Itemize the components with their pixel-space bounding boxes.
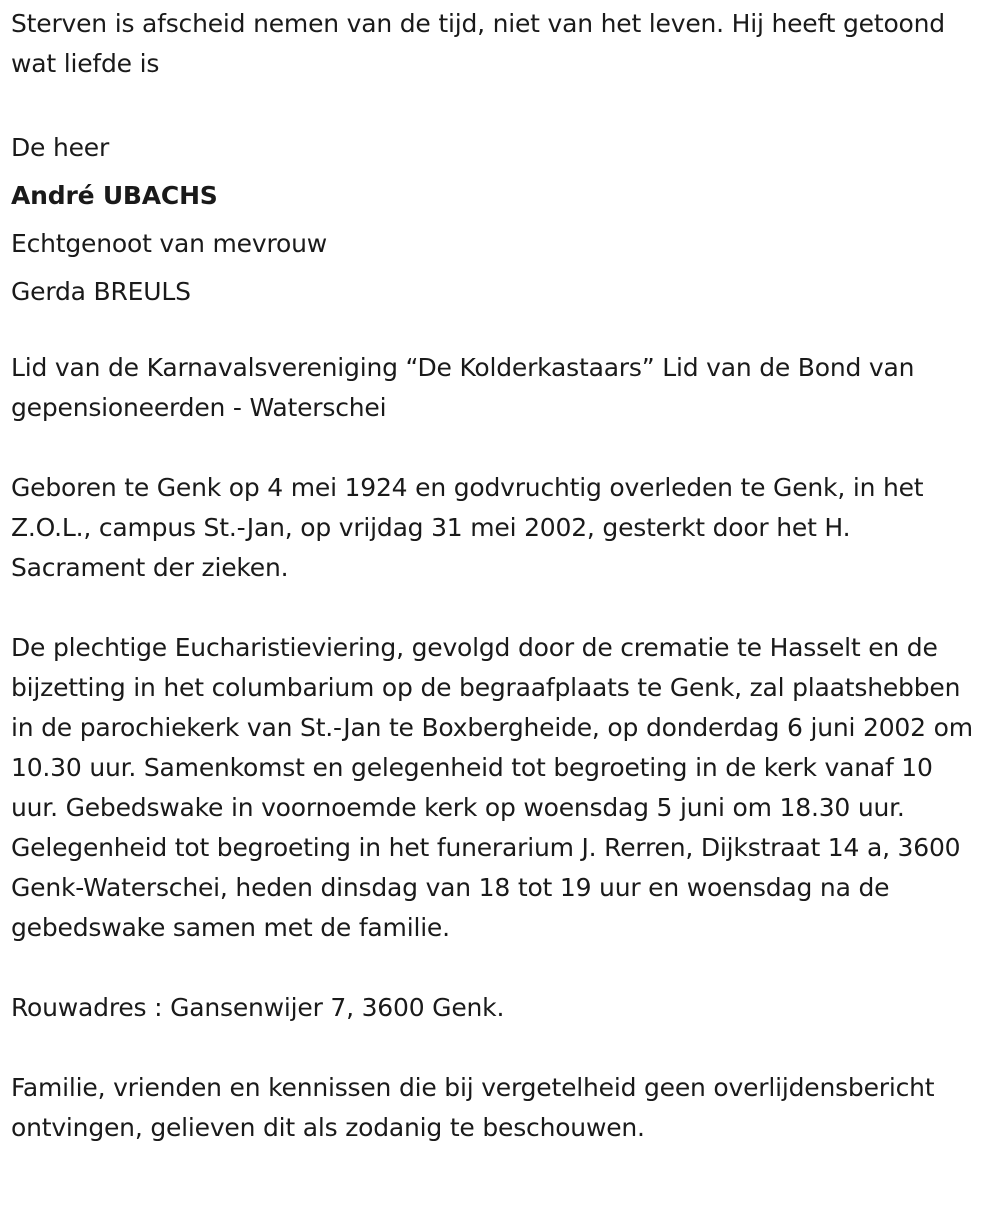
mourning-address: Rouwadres : Gansenwijer 7, 3600 Genk. — [11, 993, 505, 1022]
honorific: De heer — [11, 133, 110, 162]
opening-quote: Sterven is afscheid nemen van de tijd, niet van het leven. Hij heeft getoond wat liefde is — [11, 9, 945, 78]
spacer — [11, 316, 986, 348]
spacer — [11, 84, 986, 124]
ceremony-details: De plechtige Eucharistieviering, gevolgd door de crematie te Hasselt en de bijzetting in het columbarium op de begraafplaats te Genk, zal plaatshebben in de parochiekerk van St.-Jan te Boxbergheide, op donderdag 6 juni 2002 om 10.30 uur. Samenkomst en gelegenheid tot begroeting in de kerk vanaf 10 uur. Gebedswake in voornoemde kerk op woensdag 5 juni om 18.30 uur. Gelegenheid tot begroeting in het funerarium J. Rerren, Dijkstraat 14 a, 3600 Genk-Waterschei, heden dinsdag van 18 tot 19 uur en woensdag na de gebedswake samen met de familie. — [11, 633, 973, 942]
spouse-intro: Echtgenoot van mevrouw — [11, 229, 327, 258]
spacer — [11, 588, 986, 628]
spouse-name: Gerda BREULS — [11, 277, 191, 306]
obituary-notice — [11, 4, 986, 1148]
spacer — [11, 428, 986, 468]
spacer — [11, 1028, 986, 1068]
closing-note: Familie, vrienden en kennissen die bij vergetelheid geen overlijdensbericht ontvingen, gelieven dit als zodanig te beschouwen. — [11, 1073, 935, 1142]
birth-death-details: Geboren te Genk op 4 mei 1924 en godvruchtig overleden te Genk, in het Z.O.L., campus St.-Jan, op vrijdag 31 mei 2002, gesterkt door het H. Sacrament der zieken. — [11, 473, 924, 582]
deceased-name: André UBACHS — [11, 181, 218, 210]
spacer — [11, 948, 986, 988]
memberships: Lid van de Karnavalsvereniging “De Kolderkastaars” Lid van de Bond van gepensioneerden - Waterschei — [11, 353, 915, 422]
